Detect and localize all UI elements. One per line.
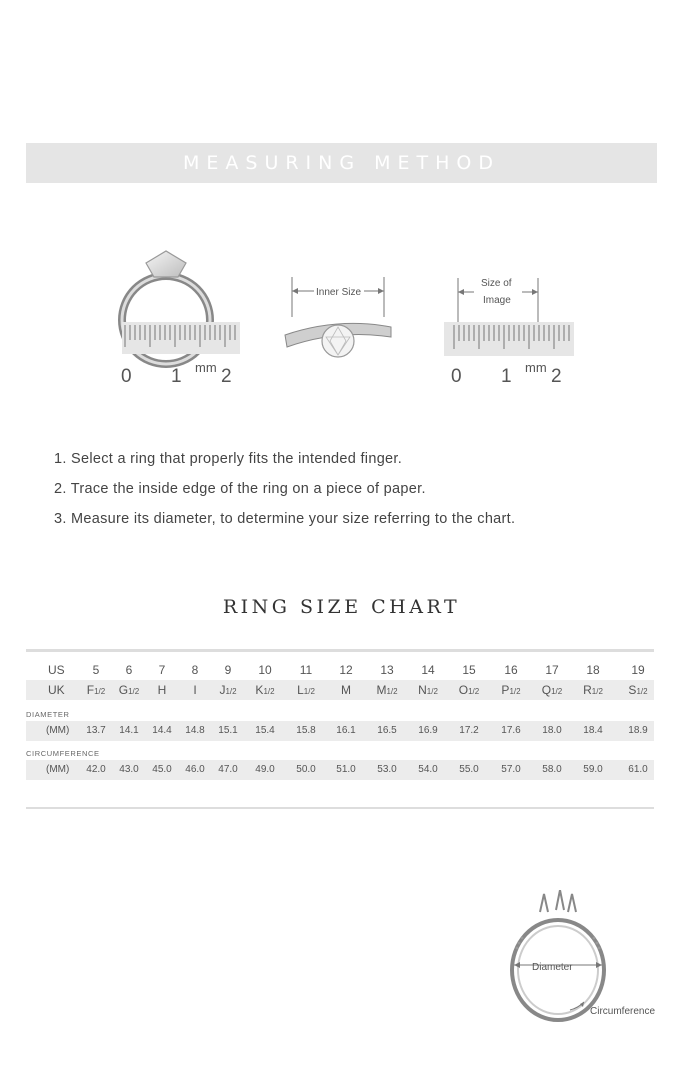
uk-size-cell: O1/2: [458, 683, 480, 697]
us-size-cell: 17: [545, 663, 559, 677]
measuring-steps: [54, 448, 515, 538]
circumference-heading: CIRCUMFERENCE: [26, 749, 100, 758]
ruler-label-0: 0: [121, 366, 132, 387]
us-size-cell: 15: [462, 663, 476, 677]
diameter-cell: 14.4: [152, 725, 172, 736]
diameter-cell: 15.1: [218, 725, 238, 736]
uk-size-cell: Q1/2: [541, 683, 563, 697]
circumference-cell: 50.0: [296, 764, 316, 775]
measuring-method-banner: [26, 143, 657, 183]
circumference-cell: 54.0: [418, 764, 438, 775]
diameter-row: [26, 721, 654, 741]
uk-size-cell: M1/2: [376, 683, 398, 697]
diameter-cell: 16.1: [336, 725, 356, 736]
circumference-cell: 46.0: [185, 764, 205, 775]
circumference-cell: 59.0: [583, 764, 603, 775]
chart-bottom-rule: [26, 807, 654, 809]
us-size-cell: 10: [258, 663, 272, 677]
us-size-cell: 13: [380, 663, 394, 677]
us-size-cell: 8: [191, 663, 199, 677]
circumference-cell: 53.0: [377, 764, 397, 775]
diameter-cell: 16.5: [377, 725, 397, 736]
diameter-cell: 15.8: [296, 725, 316, 736]
us-size-cell: 18: [586, 663, 600, 677]
ruler-label-2: 2: [551, 366, 562, 387]
diameter-cell: 17.2: [459, 725, 479, 736]
mm-label: (MM): [46, 725, 70, 736]
circumference-cell: 57.0: [501, 764, 521, 775]
circumference-cell: 47.0: [218, 764, 238, 775]
uk-size-cell: P1/2: [501, 683, 521, 697]
ruler-label-2: 2: [221, 366, 232, 387]
us-size-cell: 14: [421, 663, 435, 677]
diameter-cell: 15.4: [255, 725, 275, 736]
uk-size-cell: G1/2: [118, 683, 140, 697]
circumference-cell: 42.0: [86, 764, 106, 775]
us-label: US: [48, 663, 65, 677]
us-size-cell: 16: [504, 663, 518, 677]
size-of-label-2: Image: [483, 295, 511, 306]
ring-size-table: [26, 660, 654, 800]
diameter-cell: 18.9: [628, 725, 648, 736]
uk-size-cell: R1/2: [583, 683, 603, 697]
uk-size-cell: K1/2: [255, 683, 275, 697]
step-item: 2. Trace the inside edge of the ring on a piece of paper.: [54, 481, 426, 497]
circumference-cell: 58.0: [542, 764, 562, 775]
inner-size-figure: [282, 275, 402, 370]
us-size-cell: 6: [125, 663, 133, 677]
us-size-cell: 7: [158, 663, 166, 677]
circumference-cell: 61.0: [628, 764, 648, 775]
us-size-cell: 12: [339, 663, 353, 677]
ruler-label-mm: mm: [525, 360, 547, 375]
us-size-cell: 9: [224, 663, 232, 677]
uk-size-cell: F1/2: [86, 683, 106, 697]
uk-size-cell: L1/2: [297, 683, 315, 697]
circumference-cell: 51.0: [336, 764, 356, 775]
uk-label: UK: [48, 683, 65, 697]
diameter-cell: 18.0: [542, 725, 562, 736]
circumference-row: [26, 760, 654, 780]
diameter-heading: DIAMETER: [26, 710, 70, 719]
uk-size-cell: M: [341, 683, 351, 697]
uk-size-cell: H: [157, 683, 167, 697]
step-item: 3. Measure its diameter, to determine your size referring to the chart.: [54, 511, 516, 527]
diameter-cell: 17.6: [501, 725, 521, 736]
diameter-cell: 13.7: [86, 725, 106, 736]
size-of-image-figure: [440, 270, 580, 395]
ring-size-chart-title: RING SIZE CHART: [222, 596, 461, 618]
circumference-cell: 43.0: [119, 764, 139, 775]
diameter-circumference-figure: [500, 890, 670, 1030]
ruler-label-1: 1: [501, 366, 512, 387]
banner-title: MEASURING METHOD: [182, 152, 501, 174]
uk-size-cell: J1/2: [219, 683, 237, 697]
uk-row: [26, 680, 654, 700]
ring-on-ruler-figure: [100, 245, 250, 395]
mm-label: (MM): [46, 764, 70, 775]
diameter-cell: 16.9: [418, 725, 438, 736]
step-item: 1. Select a ring that properly fits the intended finger.: [54, 451, 403, 467]
ruler-label-0: 0: [451, 366, 462, 387]
us-size-cell: 5: [92, 663, 100, 677]
chart-top-rule: [26, 649, 654, 652]
diameter-cell: 14.1: [119, 725, 139, 736]
diameter-cell: 18.4: [583, 725, 603, 736]
uk-size-cell: N1/2: [418, 683, 438, 697]
ruler-label-1: 1: [171, 366, 182, 387]
circumference-label: Circumference: [590, 1006, 656, 1017]
circumference-cell: 49.0: [255, 764, 275, 775]
inner-size-label: Inner Size: [316, 287, 362, 298]
diameter-cell: 14.8: [185, 725, 205, 736]
us-size-cell: 11: [299, 663, 313, 677]
size-of-label-1: Size of: [481, 278, 512, 289]
circumference-cell: 55.0: [459, 764, 479, 775]
circumference-cell: 45.0: [152, 764, 172, 775]
ruler-label-mm: mm: [195, 360, 217, 375]
uk-size-cell: S1/2: [628, 683, 648, 697]
us-row: [26, 660, 654, 680]
uk-size-cell: I: [193, 683, 197, 697]
diameter-label: Diameter: [532, 962, 573, 973]
us-size-cell: 19: [631, 663, 645, 677]
